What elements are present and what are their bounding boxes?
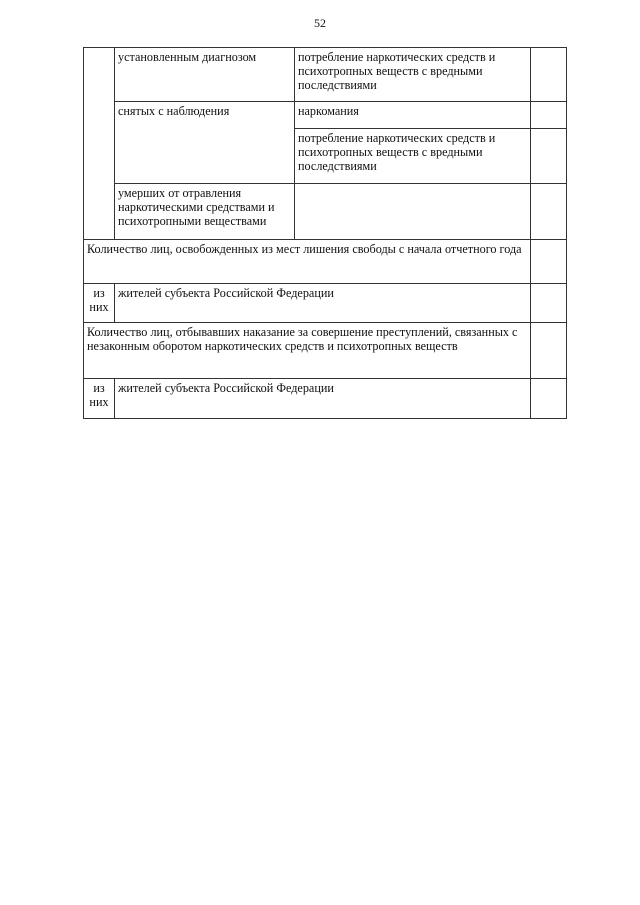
row-condition: потребление наркотических средств и психотропных веществ с вредными последствиями (295, 48, 531, 102)
indent-cell (84, 48, 115, 240)
value-cell (531, 323, 567, 379)
value-cell (531, 48, 567, 102)
row-category: снятых с наблюдения (115, 102, 295, 184)
row-category: установленным диагнозом (115, 48, 295, 102)
table-row (84, 184, 567, 240)
row-prefix: из них (84, 379, 115, 419)
row-label: жителей субъекта Российской Федерации (115, 379, 531, 419)
row-label: жителей субъекта Российской Федерации (115, 284, 531, 323)
table-row (84, 102, 567, 129)
row-label: Количество лиц, освобожденных из мест лишения свободы с начала отчетного года (84, 240, 531, 284)
row-condition: потребление наркотических средств и психотропных веществ с вредными последствиями (295, 129, 531, 184)
row-category: умерших от отравления наркотическими средствами и психотропными веществами (115, 184, 295, 240)
value-cell (531, 184, 567, 240)
table-row (84, 284, 567, 323)
value-cell (531, 129, 567, 184)
row-condition (295, 184, 531, 240)
table-row (84, 48, 567, 102)
page-number: 52 (314, 16, 326, 30)
report-table (83, 47, 567, 419)
value-cell (531, 102, 567, 129)
row-condition: наркомания (295, 102, 531, 129)
table-row (84, 379, 567, 419)
row-label: Количество лиц, отбывавших наказание за совершение преступлений, связанных с незаконным оборотом наркотических средств и психотропных веществ (84, 323, 531, 379)
value-cell (531, 379, 567, 419)
table-row (84, 240, 567, 284)
value-cell (531, 240, 567, 284)
table-row (84, 323, 567, 379)
row-prefix: из них (84, 284, 115, 323)
value-cell (531, 284, 567, 323)
